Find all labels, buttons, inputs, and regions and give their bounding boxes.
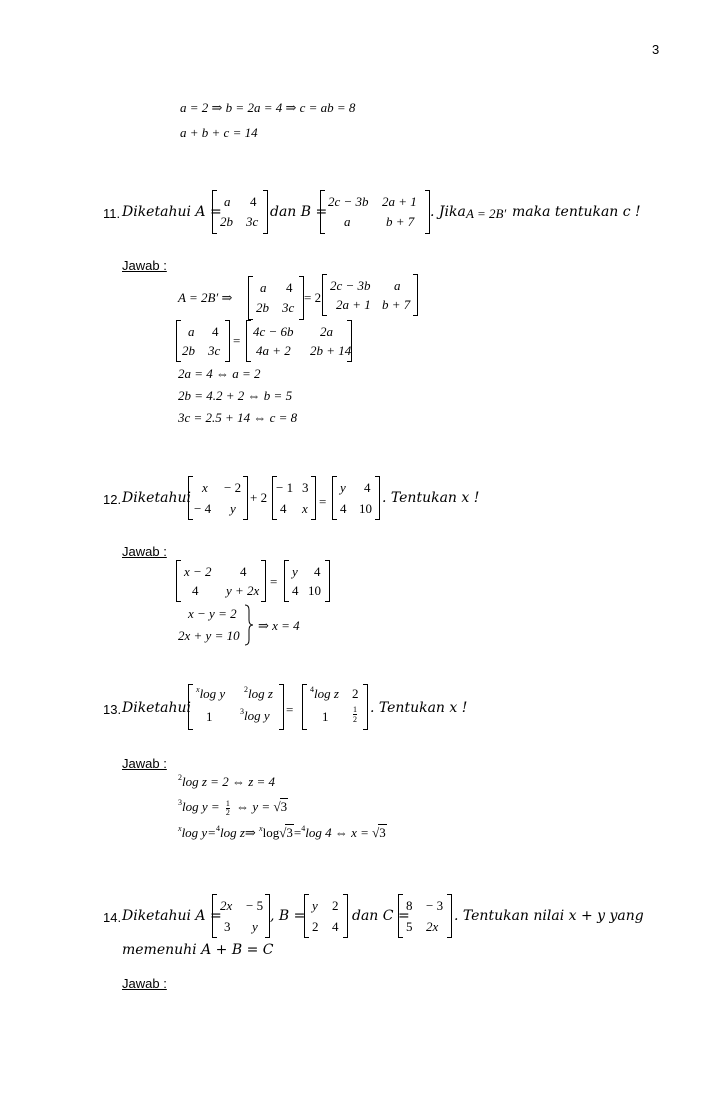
matrix-cell: 2b + 14 <box>310 343 352 358</box>
matrix-cell: log z <box>314 686 339 701</box>
matrix <box>322 274 418 316</box>
derivation-text: log y= <box>181 825 216 840</box>
matrix-cell: 4 <box>240 564 247 579</box>
matrix <box>176 560 266 602</box>
page-number: 3 <box>652 42 660 57</box>
matrix-cell: y <box>340 480 346 495</box>
question-condition: A = 2B′ <box>466 206 507 221</box>
matrix-cell: − 4 <box>194 501 212 516</box>
matrix-cell: 2a <box>320 324 333 339</box>
matrix-cell: a <box>394 278 401 293</box>
question-text: . Tentukan nilai x + y yang <box>454 908 644 924</box>
matrix-cell: − 5 <box>246 898 264 913</box>
matrix-cell: 2b <box>182 343 195 358</box>
matrix-cell: x <box>202 480 208 495</box>
question-text: . Tentukan x ! <box>370 700 468 716</box>
matrix-cell: − 1 <box>276 480 294 495</box>
matrix-cell: y <box>252 919 258 934</box>
question-text: maka tentukan c ! <box>512 204 641 220</box>
question-text: Diketahui <box>122 700 191 716</box>
matrix-cell: 5 <box>406 919 413 934</box>
fraction-numerator: 1 <box>353 705 357 714</box>
derivation-text: ⇔ y = <box>236 799 271 814</box>
derivation-text: = <box>293 825 302 840</box>
matrix-cell: 2x <box>220 898 233 913</box>
derivation-line: a + b + c = 14 <box>180 125 258 140</box>
matrix-cell: a <box>260 280 267 295</box>
answer-label: Jawab : <box>122 544 167 559</box>
matrix-cell: 10 <box>308 583 321 598</box>
matrix-cell: log y <box>244 708 270 723</box>
root-value: 3 <box>286 825 293 840</box>
log-base: 3 <box>178 798 182 807</box>
matrix-cell: b + 7 <box>382 297 411 312</box>
matrix-cell: 2b <box>256 300 269 315</box>
operator: + 2 <box>250 490 268 505</box>
matrix-cell: a <box>224 194 231 209</box>
matrix-cell: x <box>302 501 308 516</box>
matrix-cell: 3c <box>246 214 259 229</box>
matrix-cell: y <box>312 898 318 913</box>
system-brace <box>244 604 254 646</box>
matrix-cell: log z <box>248 686 273 701</box>
matrix-cell: 3c <box>282 300 295 315</box>
answer-label: Jawab : <box>122 756 167 771</box>
log-base: 4 <box>310 685 314 694</box>
matrix-cell: 4 <box>192 583 199 598</box>
matrix-cell: 4 <box>314 564 321 579</box>
matrix-cell: 2a + 1 <box>336 297 371 312</box>
derivation-text: log z⇒ <box>219 825 256 840</box>
question-number: 12. <box>103 492 122 507</box>
equals-sign: = <box>319 494 327 509</box>
matrix-cell: 2x <box>426 919 439 934</box>
fraction-numerator: 1 <box>225 798 230 808</box>
matrix-a <box>212 894 270 938</box>
equals-sign: = 2 <box>304 290 322 305</box>
matrix-cell: − 2 <box>224 480 242 495</box>
matrix-cell: 1 <box>206 709 213 724</box>
matrix-cell: b + 7 <box>386 214 415 229</box>
equals-sign: = <box>233 333 241 348</box>
derivation-line: 3c = 2.5 + 14 ⇔ c = 8 <box>178 410 298 425</box>
matrix-cell: 2 <box>312 919 319 934</box>
system-equation: 2x + y = 10 <box>178 628 240 643</box>
derivation-line: a = 2 ⇒ b = 2a = 4 ⇒ c = ab = 8 <box>180 100 356 115</box>
matrix <box>302 684 368 730</box>
matrix-cell: 2 <box>352 686 359 701</box>
derivation-line: 2a = 4 ⇔ a = 2 <box>178 366 261 381</box>
equals-sign: = <box>270 574 278 589</box>
log-base: x <box>259 824 263 833</box>
matrix-cell: 1 <box>322 709 329 724</box>
matrix-cell: 2 <box>332 898 339 913</box>
derivation-line: 2b = 4.2 + 2 ⇔ b = 5 <box>178 388 293 403</box>
matrix-cell: 4 <box>250 194 257 209</box>
matrix <box>246 320 352 362</box>
matrix-cell: x − 2 <box>184 564 212 579</box>
system-result: ⇒ x = 4 <box>258 618 300 633</box>
question-text: dan C = <box>352 908 410 924</box>
question-number: 14. <box>103 910 122 925</box>
matrix-cell: 2c − 3b <box>330 278 371 293</box>
matrix-cell: 4 <box>292 583 299 598</box>
question-text: Diketahui A = <box>122 204 222 220</box>
root-value: 3 <box>379 825 386 840</box>
fraction-denominator: 2 <box>353 715 357 724</box>
derivation-text: log y = <box>182 799 220 814</box>
matrix-b <box>320 190 430 234</box>
matrix-cell: 4 <box>364 480 371 495</box>
matrix-cell: 4 <box>280 501 287 516</box>
matrix-cell: 4 <box>332 919 339 934</box>
derivation-line: log z = 2 ⇔ z = 4 <box>182 774 276 789</box>
system-equation: x − y = 2 <box>188 606 237 621</box>
question-text: , B = <box>270 908 306 924</box>
matrix-c <box>398 894 452 938</box>
question-text: Diketahui <box>122 490 191 506</box>
matrix-cell: 8 <box>406 898 413 913</box>
matrix-cell: 2c − 3b <box>328 194 369 209</box>
log-base: 4 <box>301 824 306 833</box>
matrix-cell: 3 <box>224 919 231 934</box>
log-base: 2 <box>244 685 248 694</box>
question-text: . Jika <box>430 204 466 220</box>
log-base: x <box>196 685 200 694</box>
question-text: memenuhi A + B = C <box>122 942 274 958</box>
matrix <box>248 276 304 320</box>
question-text: . Tentukan x ! <box>382 490 480 506</box>
matrix <box>176 320 230 362</box>
log-base: 2 <box>178 773 182 782</box>
matrix-cell: a <box>188 324 195 339</box>
matrix <box>284 560 330 602</box>
matrix-cell: a <box>344 214 351 229</box>
matrix-cell: 4 <box>212 324 219 339</box>
log-base: x <box>178 824 182 833</box>
answer-label: Jawab : <box>122 976 167 991</box>
matrix-cell: y + 2x <box>226 583 260 598</box>
question-text: dan B = <box>270 204 328 220</box>
matrix-cell: 3c <box>208 343 221 358</box>
matrix-cell: 4a + 2 <box>256 343 291 358</box>
equals-sign: = <box>286 702 294 717</box>
matrix-cell: y <box>292 564 298 579</box>
matrix-cell: y <box>230 501 236 516</box>
log-base: 3 <box>240 707 244 716</box>
root-value: 3 <box>280 799 288 814</box>
matrix-cell: 2a + 1 <box>382 194 417 209</box>
derivation-line: A = 2B′ ⇒ <box>178 290 233 305</box>
matrix <box>272 476 316 520</box>
matrix-cell: 4 <box>286 280 293 295</box>
matrix <box>332 476 380 520</box>
fraction-denominator: 2 <box>225 807 230 817</box>
derivation-text: log 4 ⇔ x = <box>305 825 369 840</box>
matrix-cell: 10 <box>359 501 372 516</box>
question-number: 13. <box>103 702 122 717</box>
matrix-cell: 4 <box>340 501 347 516</box>
log-base: 4 <box>215 824 220 833</box>
matrix-a <box>212 190 268 234</box>
question-number: 11. <box>103 206 121 221</box>
matrix <box>188 476 248 520</box>
matrix-cell: log y <box>199 686 226 701</box>
matrix <box>188 684 284 730</box>
derivation-text: log <box>262 825 280 840</box>
answer-label: Jawab : <box>122 258 167 273</box>
matrix-cell: 3 <box>302 480 309 495</box>
matrix-b <box>304 894 348 938</box>
question-text: Diketahui A = <box>122 908 222 924</box>
matrix-cell: 2b <box>220 214 233 229</box>
matrix-cell: 4c − 6b <box>253 324 294 339</box>
matrix-cell: − 3 <box>426 898 444 913</box>
